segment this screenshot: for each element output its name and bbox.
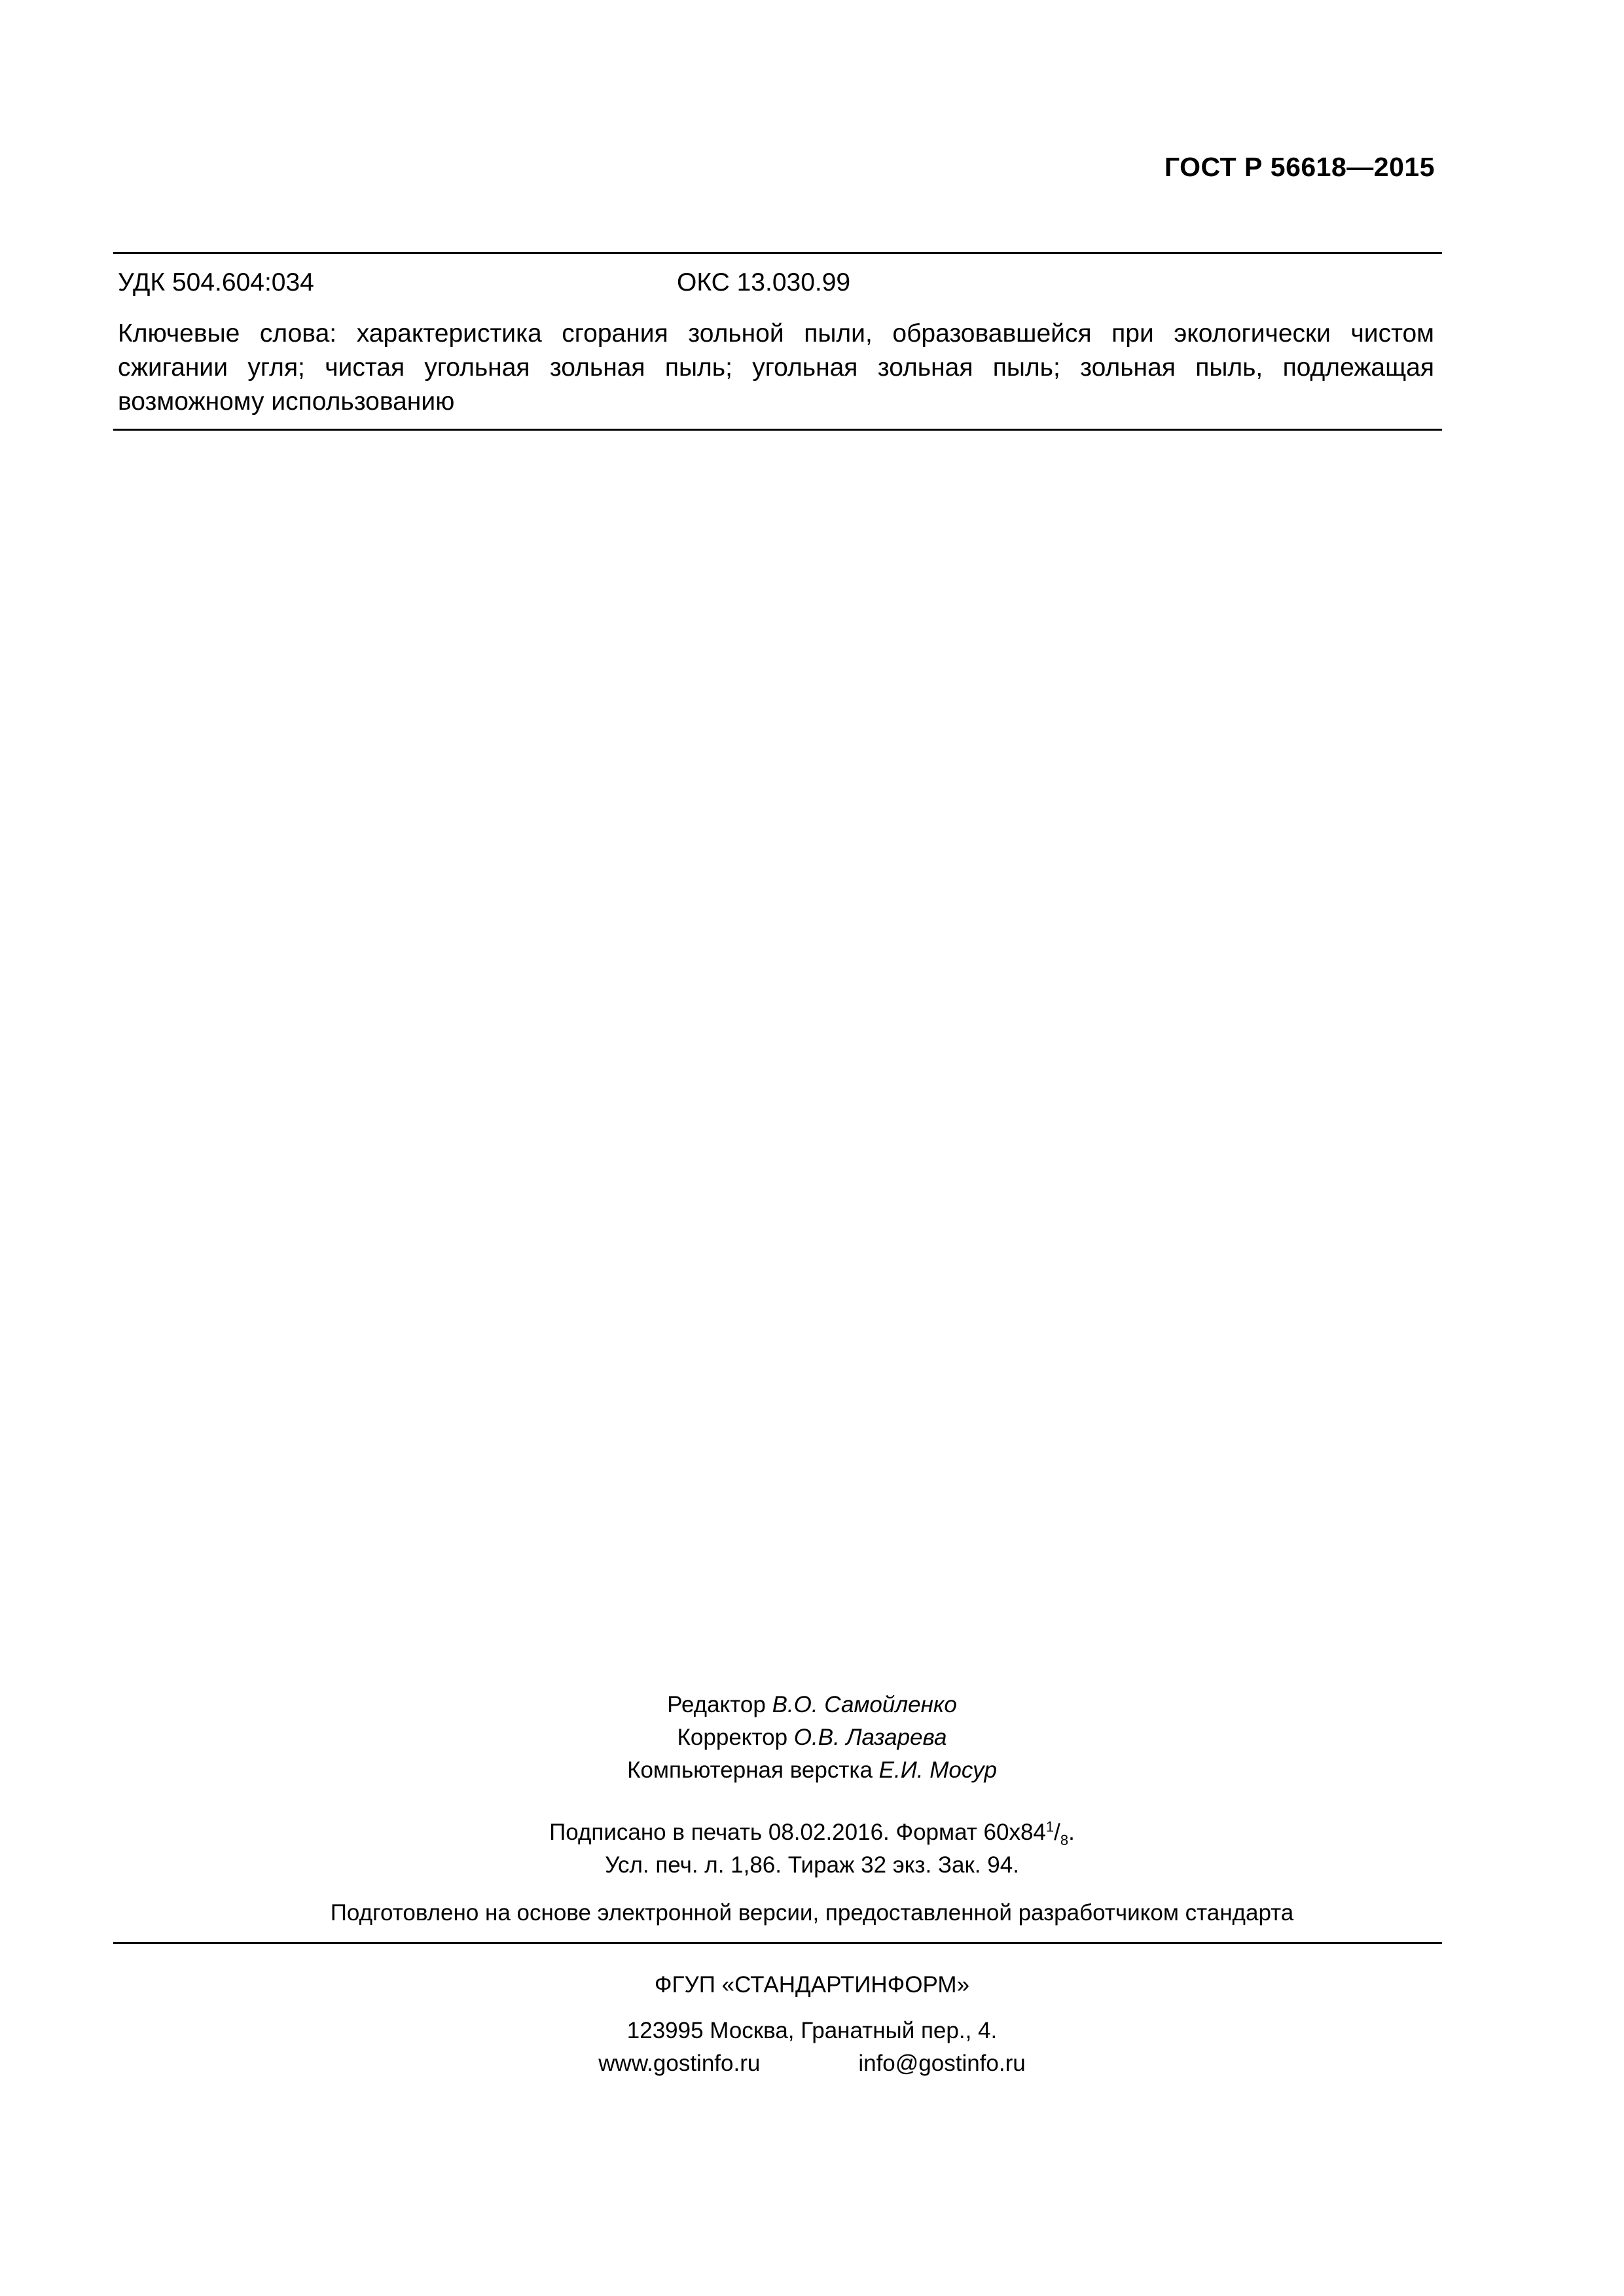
layout-name: Е.И. Мосур [878, 1757, 997, 1783]
editor-name: В.О. Самойленко [772, 1692, 957, 1717]
corrector-line [0, 1721, 1624, 1754]
format-slash: / [1054, 1820, 1060, 1845]
corrector-label: Корректор [677, 1725, 788, 1750]
imprint-block [0, 1689, 1624, 1787]
publisher-contacts [0, 2015, 1624, 2080]
publisher-website-link[interactable]: www.gostinfo.ru [598, 2051, 761, 2076]
print-details [0, 1816, 1624, 1882]
top-rule [113, 252, 1442, 254]
corrector-name: О.В. Лазарева [793, 1725, 947, 1750]
prepared-note: Подготовлено на основе электронной версии, предоставленной разработчиком стандарта [330, 1900, 1294, 1926]
standard-code: ГОСТ Р 56618—2015 [1164, 152, 1435, 182]
oks-code: ОКС 13.030.99 [677, 268, 851, 296]
keywords-bottom-rule [113, 429, 1442, 431]
udk-code: УДК 504.604:034 [118, 268, 314, 296]
signed-text: Подписано в печать 08.02.2016. Формат 60x84 [549, 1820, 1046, 1845]
signed-line [0, 1816, 1624, 1849]
layout-label: Компьютерная верстка [627, 1757, 873, 1783]
publisher-name: ФГУП «СТАНДАРТИНФОРМ» [654, 1972, 970, 1998]
format-sub: 8 [1060, 1832, 1069, 1848]
publisher-web-line [0, 2047, 1624, 2080]
print-info: Усл. печ. л. 1,86. Тираж 32 экз. Зак. 94. [605, 1852, 1019, 1878]
format-end: . [1068, 1820, 1075, 1845]
keywords-paragraph: Ключевые слова: характеристика сгорания зольной пыли, образовавшейся при экологически чистом сжигании угля; чистая угольная зольная пыль; угольная зольная пыль; зольная пыль, подлежащая возможному использованию [118, 319, 1434, 416]
format-sup: 1 [1045, 1818, 1055, 1835]
publisher-address: 123995 Москва, Гранатный пер., 4. [626, 2018, 998, 2043]
editor-label: Редактор [667, 1692, 766, 1717]
publisher-email-link[interactable]: info@gostinfo.ru [858, 2051, 1026, 2076]
footer-rule [113, 1942, 1442, 1944]
layout-line [0, 1754, 1624, 1787]
editor-line [0, 1689, 1624, 1721]
